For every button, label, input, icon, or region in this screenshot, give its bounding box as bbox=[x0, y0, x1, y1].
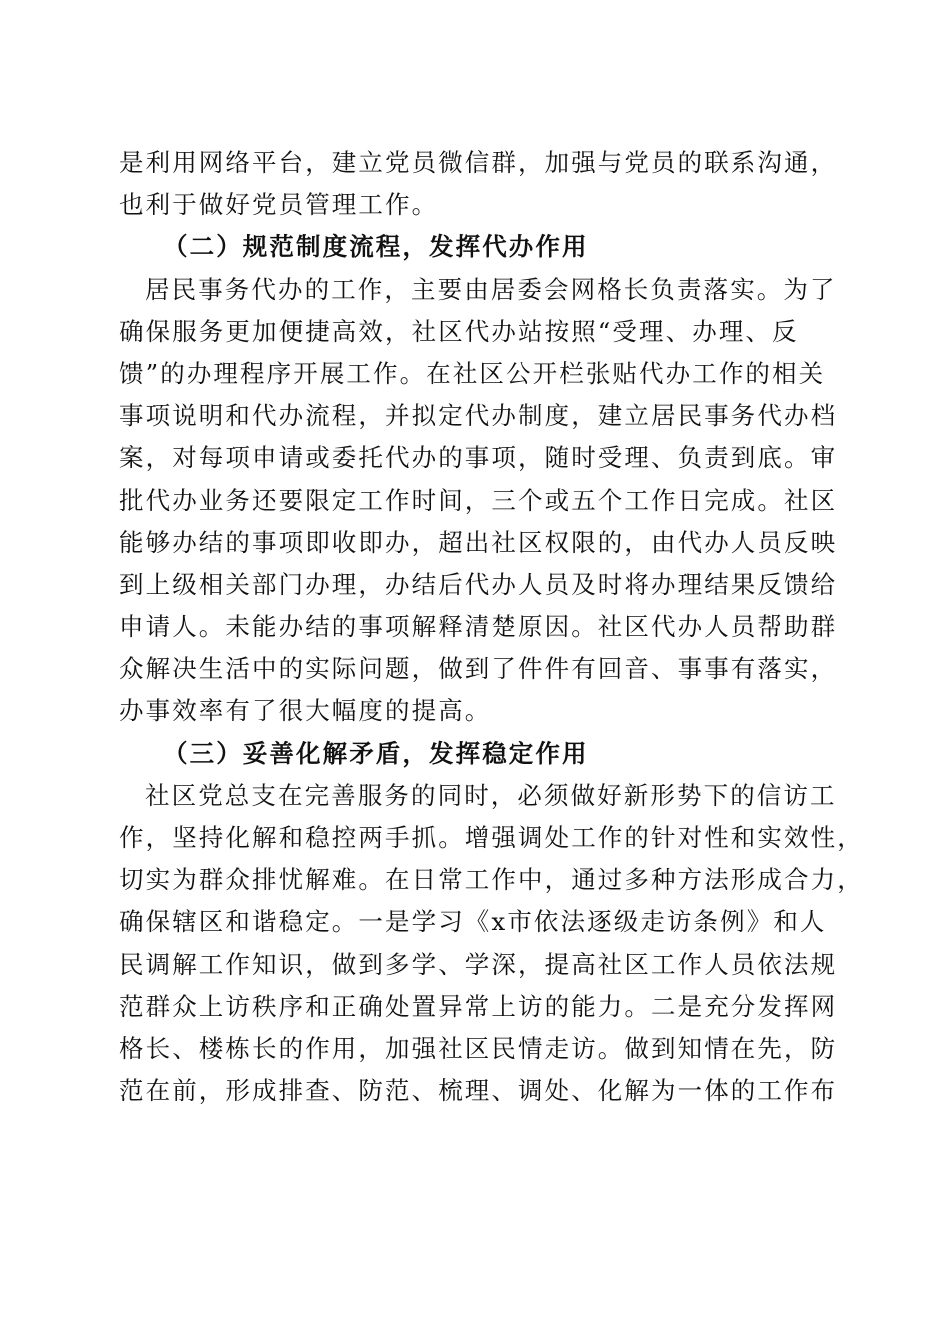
paragraph-line: 确保服务更加便捷高效，社区代办站按照“受理、办理、反 bbox=[119, 316, 799, 346]
paragraph-first-line: 居民事务代办的工作，主要由居委会网格长负责落实。为了 bbox=[145, 274, 837, 304]
paragraph-line: 案，对每项申请或委托代办的事项，随时受理、负责到底。审 bbox=[119, 443, 838, 473]
paragraph-line: 事项说明和代办流程，并拟定代办制度，建立居民事务代办档 bbox=[119, 401, 838, 431]
paragraph-line: 申请人。未能办结的事项解释清楚原因。社区代办人员帮助群 bbox=[119, 612, 838, 642]
paragraph-line: 范在前，形成排查、防范、梳理、调处、化解为一体的工作布 bbox=[119, 1076, 838, 1106]
paragraph-line: 切实为群众排忧解难。在日常工作中，通过多种方法形成合力， bbox=[119, 865, 864, 895]
paragraph-line: 到上级相关部门办理，办结后代办人员及时将办理结果反馈给 bbox=[119, 569, 838, 599]
section-heading: （二）规范制度流程，发挥代办作用 bbox=[163, 232, 589, 262]
paragraph-first-line: 社区党总支在完善服务的同时，必须做好新形势下的信访工 bbox=[145, 780, 837, 810]
paragraph-line: 格长、楼栋长的作用，加强社区民情走访。做到知情在先，防 bbox=[119, 1033, 838, 1063]
paragraph-line: 作，坚持化解和稳控两手抓。增强调处工作的针对性和实效性， bbox=[119, 823, 864, 852]
paragraph-line: 民调解工作知识，做到多学、学深，提高社区工作人员依法规 bbox=[119, 949, 838, 979]
paragraph-line: 众解决生活中的实际问题，做到了件件有回音、事事有落实， bbox=[119, 654, 838, 684]
paragraph-line: 批代办业务还要限定工作时间，三个或五个工作日完成。社区 bbox=[119, 485, 838, 515]
paragraph-line: 是利用网络平台，建立党员微信群，加强与党员的联系沟通， bbox=[119, 148, 838, 177]
paragraph-line: 确保辖区和谐稳定。一是学习《x市依法逐级走访条例》和人 bbox=[119, 907, 827, 937]
paragraph-line: 范群众上访秩序和正确处置异常上访的能力。二是充分发挥网 bbox=[119, 991, 838, 1021]
section-heading: （三）妥善化解矛盾，发挥稳定作用 bbox=[163, 738, 589, 768]
paragraph-line: 办事效率有了很大幅度的提高。 bbox=[119, 696, 492, 726]
paragraph-line: 馈”的办理程序开展工作。在社区公开栏张贴代办工作的相关 bbox=[119, 358, 826, 388]
document-body bbox=[119, 142, 864, 1112]
paragraph-line: 能够办结的事项即收即办，超出社区权限的，由代办人员反映 bbox=[119, 527, 838, 557]
paragraph-line: 也利于做好党员管理工作。 bbox=[119, 190, 439, 220]
